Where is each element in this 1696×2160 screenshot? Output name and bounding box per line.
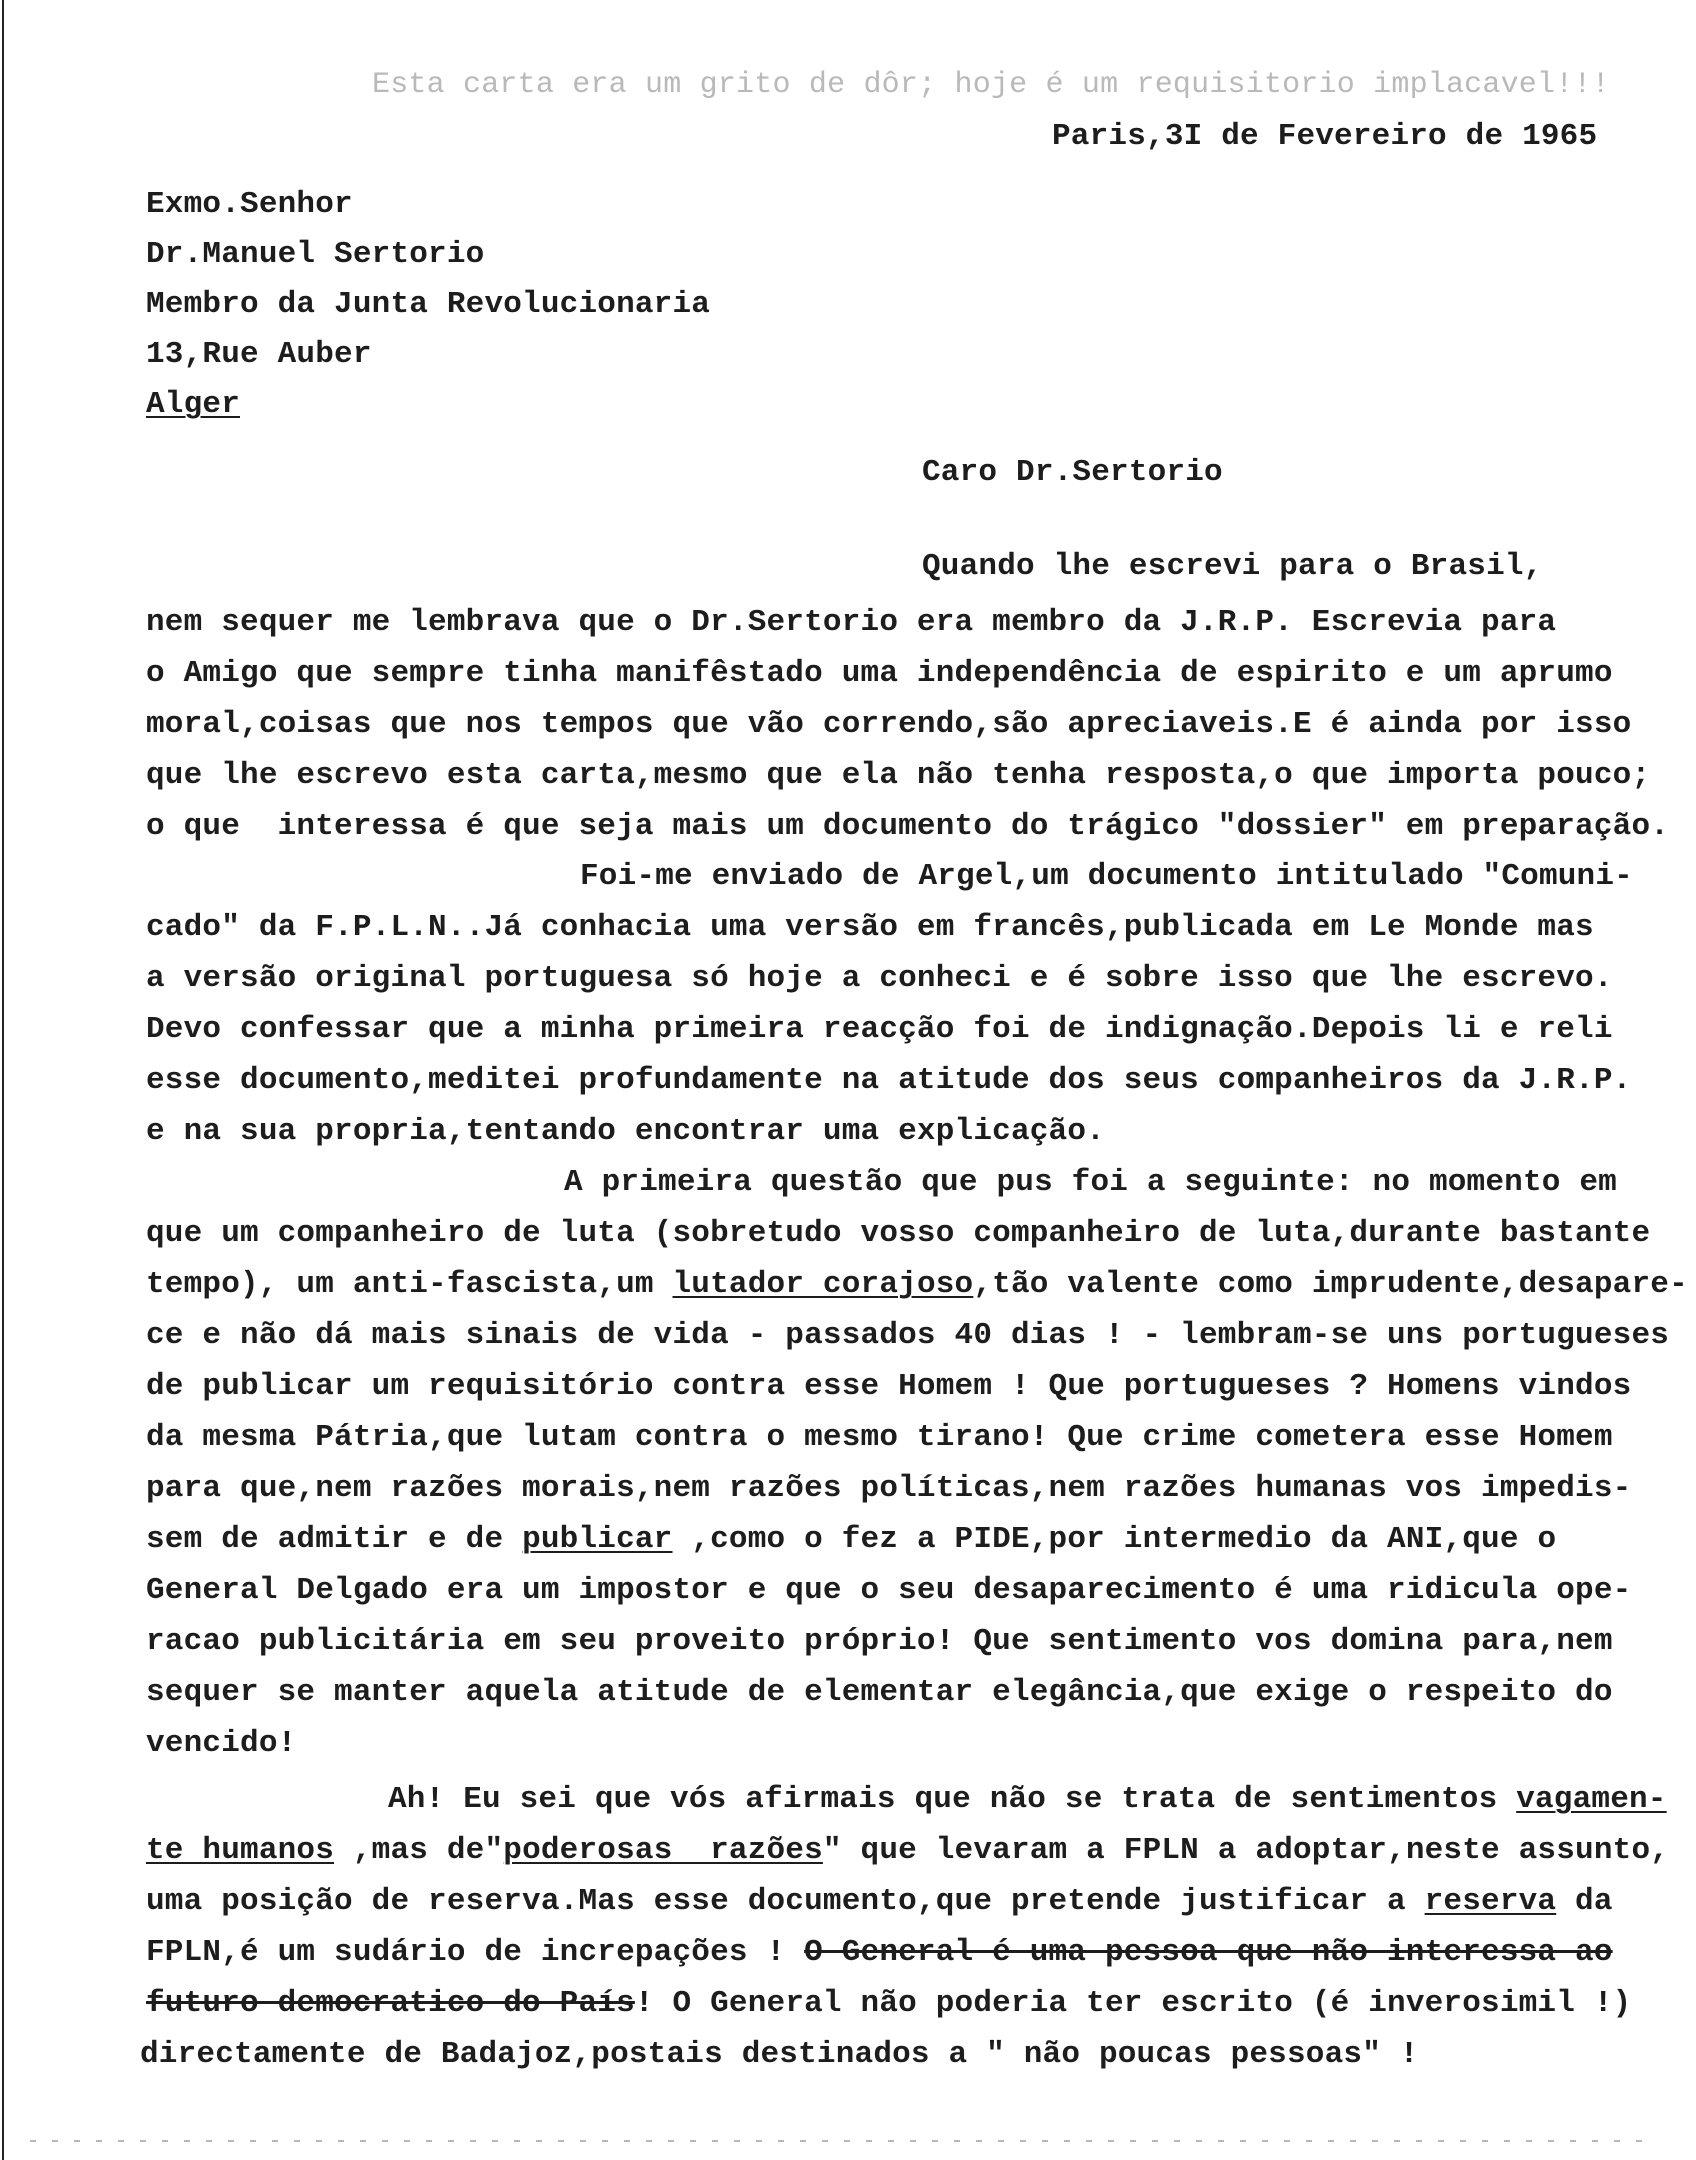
page-edge xyxy=(2,0,4,2160)
body-line: cado" da F.P.L.N..Já conhacia uma versão em francês,publicada em Le Monde mas xyxy=(146,910,1594,945)
body-line xyxy=(146,1521,1556,1559)
underlined-text: vagamen- xyxy=(1516,1782,1667,1817)
address-city: Alger xyxy=(146,387,241,422)
body-line: directamente de Badajoz,postais destinados a " não poucas pessoas" ! xyxy=(140,2037,1419,2072)
body-line: que um companheiro de luta (sobretudo vosso companheiro de luta,durante bastante xyxy=(146,1216,1651,1251)
underlined-text: lutador corajoso xyxy=(672,1267,974,1302)
body-text: " que levaram a FPLN a adoptar,neste assunto, xyxy=(822,1833,1670,1868)
body-line xyxy=(146,1985,1631,2023)
body-text: sem de admitir e de xyxy=(146,1522,523,1557)
address-line: Membro da Junta Revolucionaria xyxy=(146,287,711,322)
body-line: racao publicitária em seu proveito próprio! Que sentimento vos domina para,nem xyxy=(146,1624,1613,1659)
body-line xyxy=(146,1266,1688,1304)
body-text: ,tão valente como imprudente,desapare- xyxy=(973,1267,1688,1302)
body-line xyxy=(146,1883,1613,1921)
body-line: sequer se manter aquela atitude de elementar elegância,que exige o respeito do xyxy=(146,1675,1613,1710)
body-line: a versão original portuguesa só hoje a conheci e é sobre isso que lhe escrevo. xyxy=(146,961,1613,996)
address-line: 13,Rue Auber xyxy=(146,337,372,372)
body-line: o que interessa é que seja mais um documento do trágico "dossier" em preparação. xyxy=(146,809,1670,844)
body-line: da mesma Pátria,que lutam contra o mesmo tirano! Que crime cometera esse Homem xyxy=(146,1420,1613,1455)
body-text: tempo), um anti-fascista,um xyxy=(146,1267,673,1302)
body-text: uma posição de reserva.Mas esse documento,que pretende justificar a xyxy=(146,1884,1425,1919)
body-text: Ah! Eu sei que vós afirmais que não se trata de sentimentos xyxy=(388,1782,1517,1817)
body-line xyxy=(388,1781,1667,1819)
body-line: Devo confessar que a minha primeira reacção foi de indignação.Depois li e reli xyxy=(146,1012,1613,1047)
body-line: o Amigo que sempre tinha manifêstado uma independência de espirito e um aprumo xyxy=(146,656,1613,691)
body-text: ! O General não poderia ter escrito (é inverosimil !) xyxy=(634,1986,1632,2021)
letter-date: Paris,3I de Fevereiro de 1965 xyxy=(1052,119,1598,154)
body-line xyxy=(146,1832,1669,1870)
body-line: para que,nem razões morais,nem razões políticas,nem razões humanas vos impedis- xyxy=(146,1471,1632,1506)
body-text: da xyxy=(1556,1884,1613,1919)
underlined-text: te humanos xyxy=(146,1833,335,1868)
handwritten-note: Esta carta era um grito de dôr; hoje é um requisitorio implacavel!!! xyxy=(372,68,1610,102)
struck-text: O General é uma pessoa que não interessa ao xyxy=(804,1935,1613,1970)
address-line: Dr.Manuel Sertorio xyxy=(146,237,485,272)
body-text: ,mas de" xyxy=(334,1833,504,1868)
scan-edge-marks xyxy=(30,2140,1650,2142)
body-line: ce e não dá mais sinais de vida - passados 40 dias ! - lembram-se uns portugueses xyxy=(146,1318,1670,1353)
body-line: A primeira questão que pus foi a seguinte: no momento em xyxy=(564,1165,1617,1200)
struck-text: futuro democratico do País xyxy=(146,1986,635,2021)
underlined-text: reserva xyxy=(1424,1884,1557,1919)
body-line: que lhe escrevo esta carta,mesmo que ela não tenha resposta,o que importa pouco; xyxy=(146,758,1651,793)
body-line: esse documento,meditei profundamente na atitude dos seus companheiros da J.R.P. xyxy=(146,1063,1632,1098)
body-text: ,como o fez a PIDE,por intermedio da ANI,que o xyxy=(672,1522,1557,1557)
salutation: Caro Dr.Sertorio xyxy=(922,455,1223,490)
body-line: vencido! xyxy=(146,1726,297,1761)
body-text: FPLN,é um sudário de increpações ! xyxy=(146,1935,805,1970)
body-line: General Delgado era um impostor e que o seu desaparecimento é uma ridicula ope- xyxy=(146,1573,1632,1608)
body-line: Quando lhe escrevi para o Brasil, xyxy=(922,549,1543,584)
body-line: moral,coisas que nos tempos que vão correndo,são apreciaveis.E é ainda por isso xyxy=(146,707,1632,742)
body-line: Foi-me enviado de Argel,um documento intitulado "Comuni- xyxy=(580,859,1633,894)
underlined-text: publicar xyxy=(522,1522,673,1557)
underlined-text: poderosas razões xyxy=(503,1833,823,1868)
body-line: e na sua propria,tentando encontrar uma explicação. xyxy=(146,1114,1105,1149)
body-line: nem sequer me lembrava que o Dr.Sertorio era membro da J.R.P. Escrevia para xyxy=(146,605,1557,640)
body-line xyxy=(146,1934,1613,1972)
body-line: de publicar um requisitório contra esse Homem ! Que portugueses ? Homens vindos xyxy=(146,1369,1632,1404)
address-line: Exmo.Senhor xyxy=(146,187,353,222)
